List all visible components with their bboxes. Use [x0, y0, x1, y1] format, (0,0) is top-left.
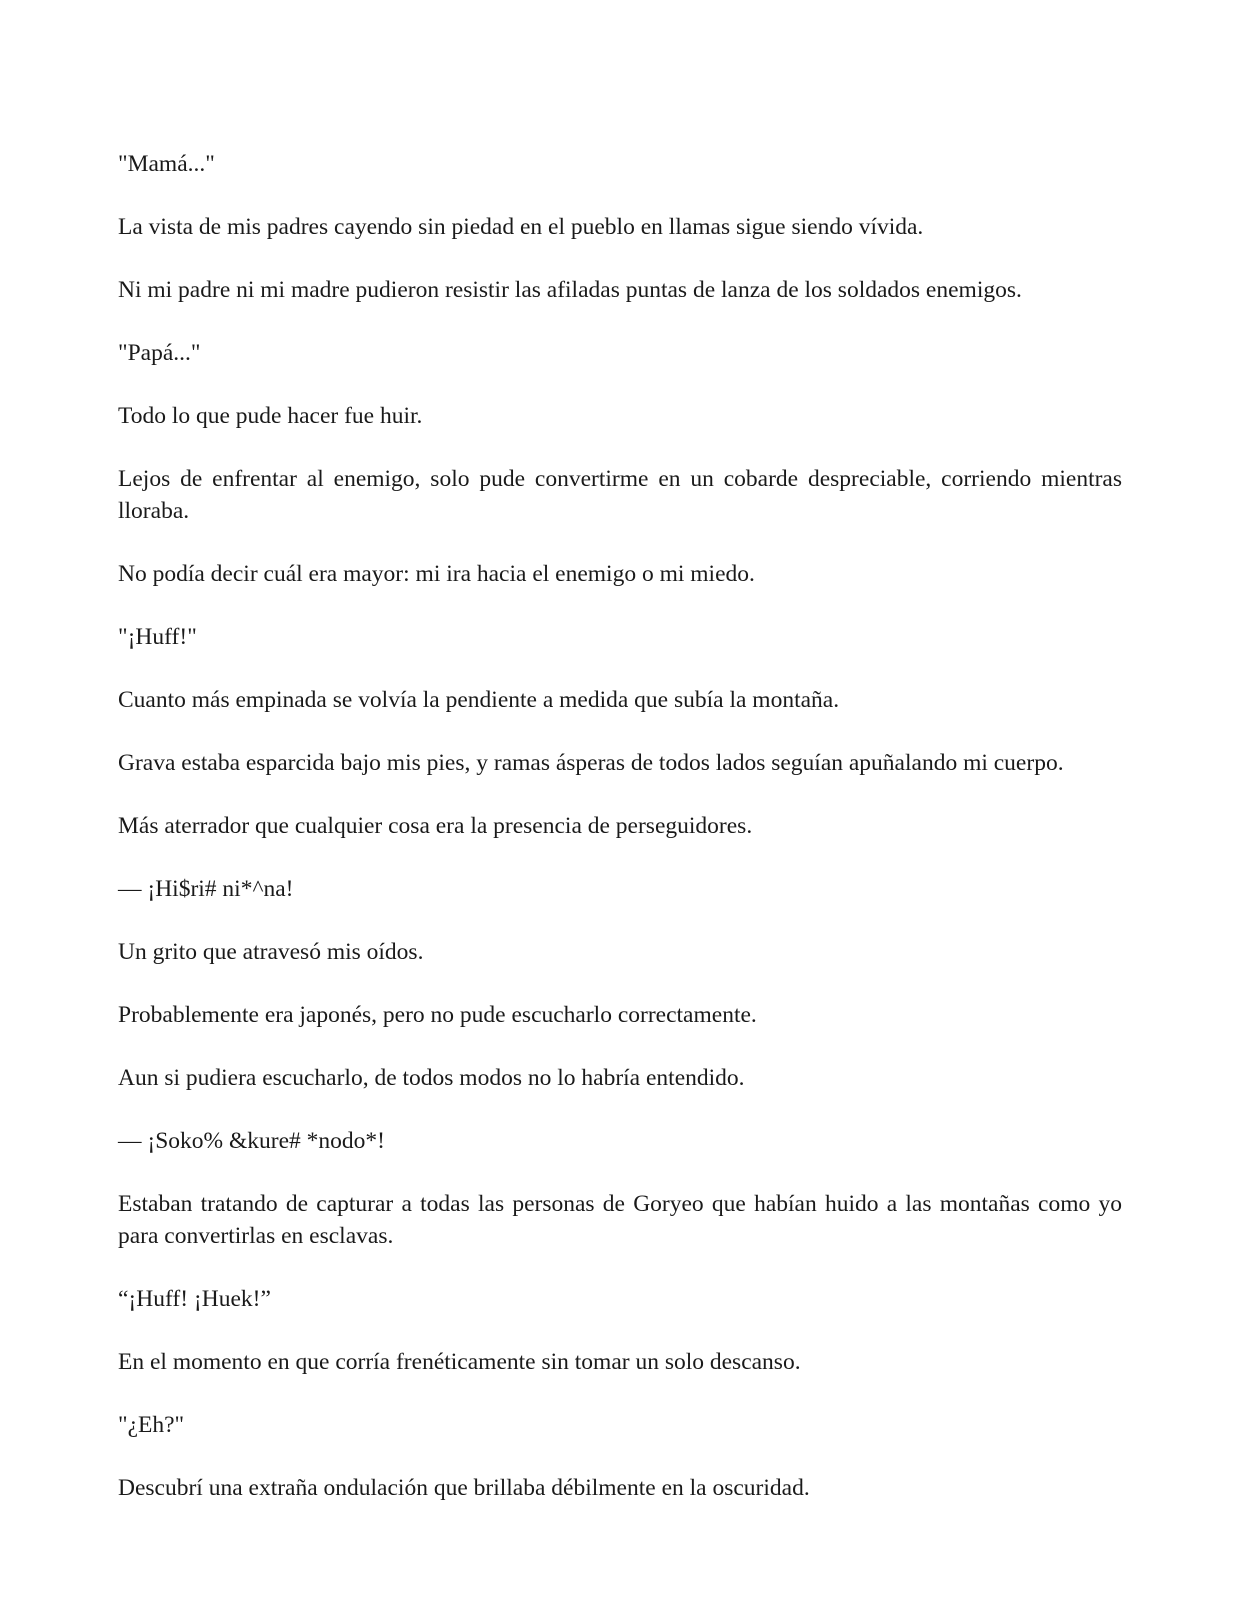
paragraph: Lejos de enfrentar al enemigo, solo pude convertirme en un cobarde despreciable, corriendo mientras lloraba. [118, 466, 1122, 524]
paragraph: No podía decir cuál era mayor: mi ira hacia el enemigo o mi miedo. [118, 561, 755, 587]
paragraph: "¡Huff!" [118, 624, 197, 650]
paragraph: Grava estaba esparcida bajo mis pies, y ramas ásperas de todos lados seguían apuñalando mi cuerpo. [118, 750, 1064, 776]
paragraph: Estaban tratando de capturar a todas las personas de Goryeo que habían huido a las montañas como yo para convertirlas en esclavas. [118, 1191, 1122, 1249]
paragraph: La vista de mis padres cayendo sin piedad en el pueblo en llamas sigue siendo vívida. [118, 214, 924, 240]
paragraph: Aun si pudiera escucharlo, de todos modos no lo habría entendido. [118, 1065, 745, 1091]
paragraph: Descubrí una extraña ondulación que brillaba débilmente en la oscuridad. [118, 1475, 810, 1501]
paragraph: Ni mi padre ni mi madre pudieron resistir las afiladas puntas de lanza de los soldados enemigos. [118, 277, 1022, 303]
paragraph: — ¡Soko% &kure# *nodo*! [118, 1128, 385, 1154]
paragraph: "Papá..." [118, 340, 201, 366]
paragraph: Más aterrador que cualquier cosa era la presencia de perseguidores. [118, 813, 753, 839]
paragraph: "¿Eh?" [118, 1412, 185, 1438]
paragraph: Probablemente era japonés, pero no pude escucharlo correctamente. [118, 1002, 757, 1028]
paragraph: "Mamá..." [118, 151, 215, 177]
paragraph: Un grito que atravesó mis oídos. [118, 939, 424, 965]
paragraph: Cuanto más empinada se volvía la pendiente a medida que subía la montaña. [118, 687, 840, 713]
paragraph: “¡Huff! ¡Huek!” [118, 1286, 271, 1312]
document-body [118, 148, 1122, 1535]
paragraph: Todo lo que pude hacer fue huir. [118, 403, 423, 429]
paragraph: En el momento en que corría frenéticamente sin tomar un solo descanso. [118, 1349, 801, 1375]
paragraph: — ¡Hi$ri# ni*^na! [118, 876, 294, 902]
